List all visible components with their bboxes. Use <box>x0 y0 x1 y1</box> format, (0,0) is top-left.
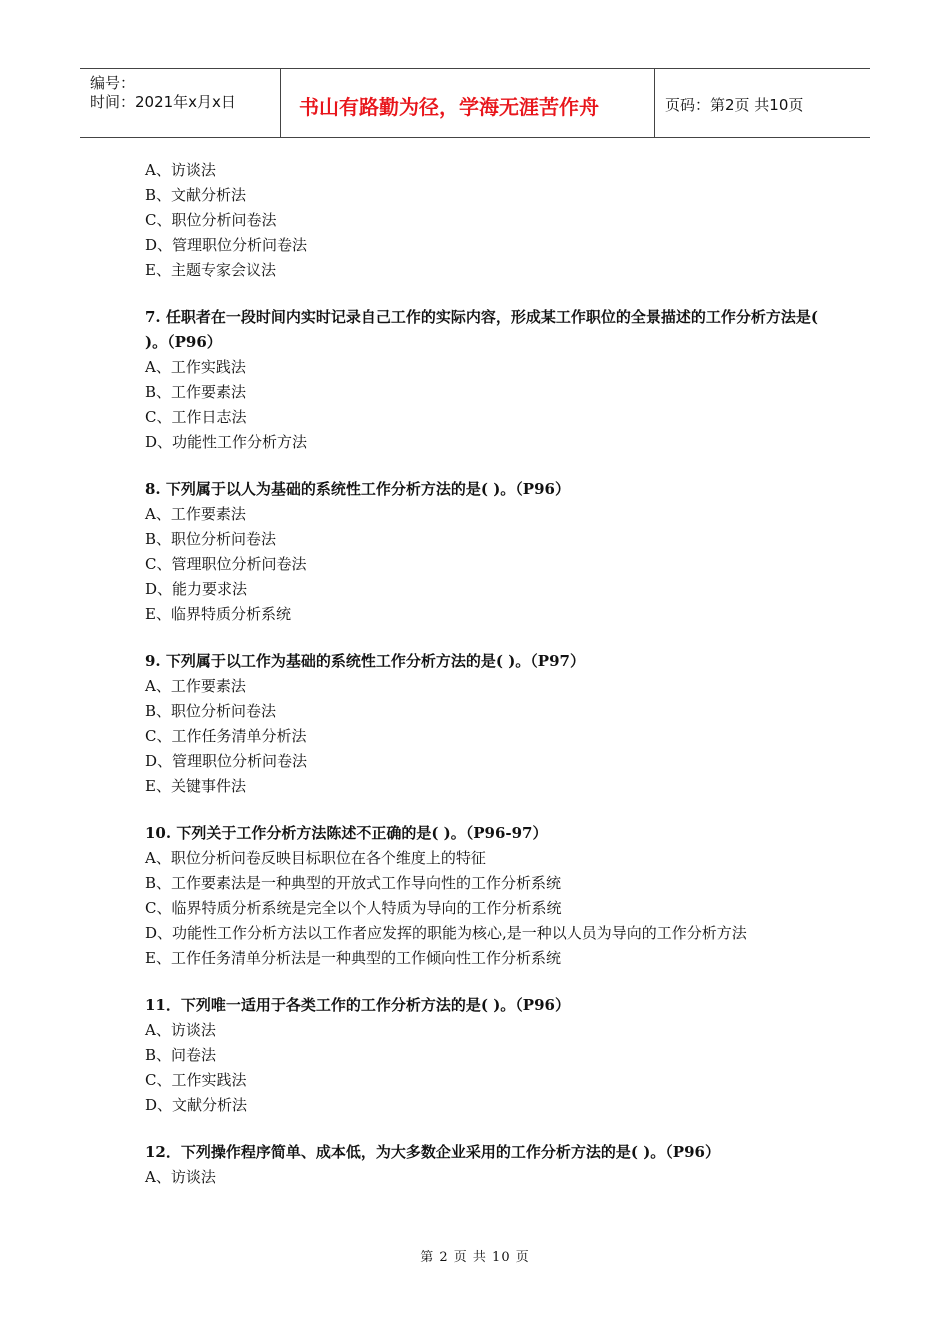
answer-option: C、工作任务清单分析法 <box>145 727 307 745</box>
page-info: 页码：第2页 共10页 <box>665 96 804 114</box>
answer-option: B、工作要素法是一种典型的开放式工作导向性的工作分析系统 <box>145 874 562 892</box>
answer-option: B、文献分析法 <box>145 186 247 204</box>
answer-option: E、关键事件法 <box>145 777 246 795</box>
question-list <box>145 158 825 1212</box>
answer-option: A、职位分析问卷反映目标职位在各个维度上的特征 <box>145 849 486 867</box>
question-block <box>145 477 825 627</box>
answer-option: B、工作要素法 <box>145 383 247 401</box>
header-motto-cell <box>280 69 655 137</box>
question-block <box>145 649 825 799</box>
answer-option: C、工作日志法 <box>145 408 247 426</box>
motto-text: 书山有路勤为径，学海无涯苦作舟 <box>299 95 599 119</box>
answer-option: D、功能性工作分析方法以工作者应发挥的职能为核心,是一种以人员为导向的工作分析方法 <box>145 924 747 942</box>
answer-option: E、临界特质分析系统 <box>145 605 291 623</box>
question-block <box>145 158 825 283</box>
answer-option: D、文献分析法 <box>145 1096 248 1114</box>
answer-option: E、工作任务清单分析法是一种典型的工作倾向性工作分析系统 <box>145 949 561 967</box>
header-info-cell <box>80 69 280 137</box>
answer-option: C、职位分析问卷法 <box>145 211 277 229</box>
answer-option: B、职位分析问卷法 <box>145 702 277 720</box>
header-table <box>80 68 870 138</box>
answer-option: B、职位分析问卷法 <box>145 530 277 548</box>
question-block <box>145 1140 825 1190</box>
question-block <box>145 821 825 971</box>
page-footer: 第 2 页 共 10 页 <box>420 1250 530 1265</box>
answer-option: C、临界特质分析系统是完全以个人特质为导向的工作分析系统 <box>145 899 562 917</box>
number-label: 编号： <box>90 74 136 92</box>
header-page-cell <box>655 69 870 137</box>
answer-option: E、主题专家会议法 <box>145 261 276 279</box>
answer-option: C、管理职位分析问卷法 <box>145 555 307 573</box>
question-title: 10. 下列关于工作分析方法陈述不正确的是( )。（P96-97） <box>145 824 548 842</box>
answer-option: A、访谈法 <box>145 1168 216 1186</box>
answer-option: A、工作要素法 <box>145 677 246 695</box>
question-title: 11．下列唯一适用于各类工作的工作分析方法的是( )。（P96） <box>145 996 570 1014</box>
answer-option: A、访谈法 <box>145 161 216 179</box>
question-title: 8. 下列属于以人为基础的系统性工作分析方法的是( )。（P96） <box>145 480 570 498</box>
question-title: 12．下列操作程序简单、成本低，为大多数企业采用的工作分析方法的是( )。（P96） <box>145 1143 720 1161</box>
answer-option: D、管理职位分析问卷法 <box>145 752 308 770</box>
question-block <box>145 993 825 1118</box>
answer-option: D、功能性工作分析方法 <box>145 433 308 451</box>
answer-option: D、管理职位分析问卷法 <box>145 236 308 254</box>
question-title: 9. 下列属于以工作为基础的系统性工作分析方法的是( )。（P97） <box>145 652 585 670</box>
question-block <box>145 305 825 455</box>
time-label: 时间：2021年x月x日 <box>90 93 236 111</box>
question-title: 7. 任职者在一段时间内实时记录自己工作的实际内容，形成某工作职位的全景描述的工作分析方法是( )。（P96） <box>145 308 818 351</box>
answer-option: A、工作要素法 <box>145 505 246 523</box>
answer-option: B、问卷法 <box>145 1046 217 1064</box>
answer-option: D、能力要求法 <box>145 580 248 598</box>
answer-option: A、工作实践法 <box>145 358 246 376</box>
answer-option: C、工作实践法 <box>145 1071 247 1089</box>
answer-option: A、访谈法 <box>145 1021 216 1039</box>
